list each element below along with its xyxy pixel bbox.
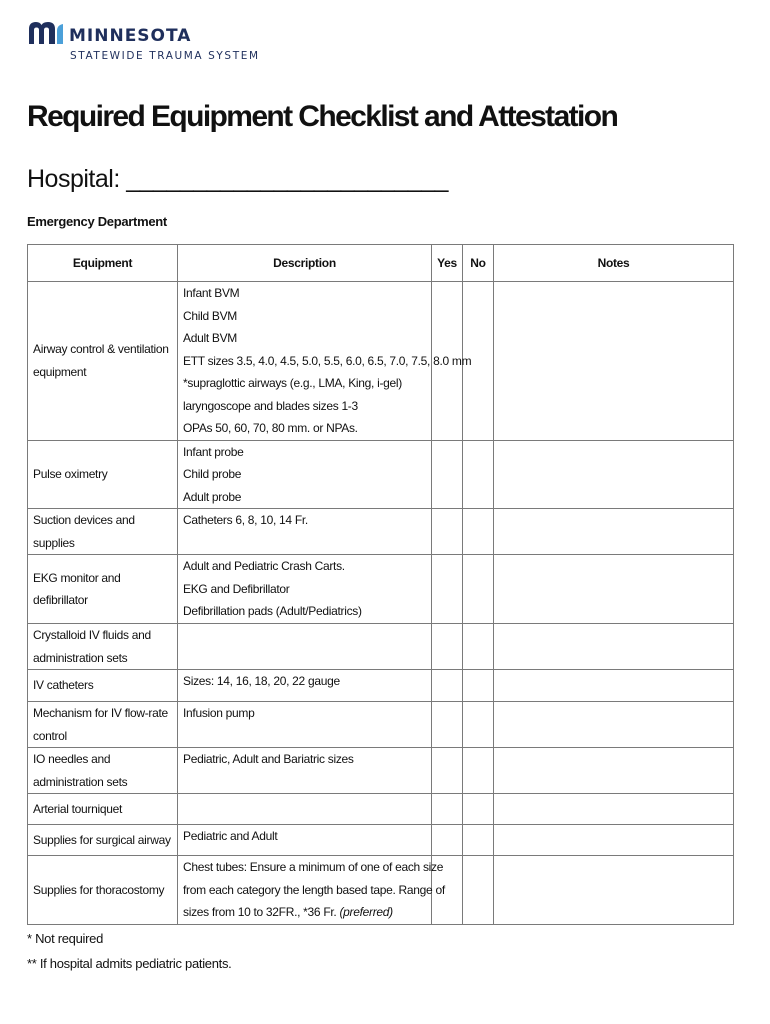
equipment-cell xyxy=(28,794,178,825)
yes-checkbox-cell[interactable] xyxy=(432,702,463,748)
description-cell xyxy=(178,440,432,509)
footnote-not-required: * Not required xyxy=(27,931,104,946)
equipment-label: IO needles and administration sets xyxy=(33,752,128,789)
no-checkbox-cell[interactable] xyxy=(463,702,494,748)
equipment-checklist-table xyxy=(27,244,734,925)
no-checkbox-cell[interactable] xyxy=(463,555,494,624)
equipment-cell xyxy=(28,748,178,794)
notes-cell[interactable] xyxy=(494,794,734,825)
equipment-label: Supplies for surgical airway xyxy=(33,832,171,847)
footnote-pediatric: ** If hospital admits pediatric patients. xyxy=(27,956,232,971)
notes-cell[interactable] xyxy=(494,856,734,925)
yes-checkbox-cell[interactable] xyxy=(432,555,463,624)
header xyxy=(27,20,260,62)
description-cell xyxy=(178,794,432,825)
equipment-cell xyxy=(28,282,178,441)
description-cell xyxy=(178,702,432,748)
header-no: No xyxy=(463,245,494,282)
description-line: Adult and Pediatric Crash Carts. xyxy=(183,559,345,573)
table-row xyxy=(28,825,734,856)
table-row xyxy=(28,794,734,825)
logo xyxy=(27,20,260,46)
header-description: Description xyxy=(178,245,432,282)
department-heading: Emergency Department xyxy=(27,214,167,229)
equipment-label: EKG monitor and defibrillator xyxy=(33,570,121,607)
equipment-cell xyxy=(28,509,178,555)
equipment-label: Pulse oximetry xyxy=(33,467,108,481)
no-checkbox-cell[interactable] xyxy=(463,624,494,670)
description-line: EKG and Defibrillator xyxy=(183,581,290,596)
equipment-label: Mechanism for IV flow-rate control xyxy=(33,706,168,743)
yes-checkbox-cell[interactable] xyxy=(432,825,463,856)
preferred-note: (preferred) xyxy=(339,905,393,919)
equipment-label: IV catheters xyxy=(33,678,94,693)
yes-checkbox-cell[interactable] xyxy=(432,509,463,555)
yes-checkbox-cell[interactable] xyxy=(432,624,463,670)
no-checkbox-cell[interactable] xyxy=(463,440,494,509)
no-checkbox-cell[interactable] xyxy=(463,794,494,825)
description-line: Catheters 6, 8, 10, 14 Fr. xyxy=(183,513,308,527)
description-cell xyxy=(178,748,432,794)
description-line: *supraglottic airways (e.g., LMA, King, i-gel) xyxy=(183,376,402,390)
description-line: Child probe xyxy=(183,467,242,481)
notes-cell[interactable] xyxy=(494,702,734,748)
equipment-cell xyxy=(28,825,178,856)
no-checkbox-cell[interactable] xyxy=(463,748,494,794)
equipment-label: Supplies for thoracostomy xyxy=(33,882,165,897)
table-row xyxy=(28,555,734,624)
table-row xyxy=(28,624,734,670)
description-line: ETT sizes 3.5, 4.0, 4.5, 5.0, 5.5, 6.0, 6.5, 7.0, 7.5, 8.0 mm xyxy=(183,353,472,368)
notes-cell[interactable] xyxy=(494,509,734,555)
description-line: Infant BVM xyxy=(183,286,240,300)
description-cell xyxy=(178,624,432,670)
yes-checkbox-cell[interactable] xyxy=(432,748,463,794)
page-title: Required Equipment Checklist and Attestation xyxy=(27,100,618,133)
description-line: Infant probe xyxy=(183,444,244,459)
yes-checkbox-cell[interactable] xyxy=(432,794,463,825)
description-line: Defibrillation pads (Adult/Pediatrics) xyxy=(183,604,362,618)
no-checkbox-cell[interactable] xyxy=(463,856,494,925)
notes-cell[interactable] xyxy=(494,825,734,856)
equipment-cell xyxy=(28,555,178,624)
table-row xyxy=(28,440,734,509)
equipment-cell xyxy=(28,440,178,509)
hospital-field[interactable]: Hospital: ________________________ xyxy=(27,165,448,193)
yes-checkbox-cell[interactable] xyxy=(432,440,463,509)
description-cell xyxy=(178,555,432,624)
notes-cell[interactable] xyxy=(494,624,734,670)
notes-cell[interactable] xyxy=(494,555,734,624)
notes-cell[interactable] xyxy=(494,670,734,702)
table-row xyxy=(28,509,734,555)
description-text: sizes from 10 to 32FR., *36 Fr. xyxy=(183,905,340,919)
description-line: OPAs 50, 60, 70, 80 mm. or NPAs. xyxy=(183,421,358,435)
footnotes xyxy=(27,926,231,976)
no-checkbox-cell[interactable] xyxy=(463,509,494,555)
equipment-cell xyxy=(28,670,178,702)
equipment-label: Suction devices and supplies xyxy=(33,513,135,550)
table-row xyxy=(28,282,734,441)
description-line: laryngoscope and blades sizes 1-3 xyxy=(183,398,358,413)
equipment-cell xyxy=(28,624,178,670)
equipment-cell xyxy=(28,702,178,748)
equipment-label: Arterial tourniquet xyxy=(33,801,123,816)
logo-name: MINNESOTA xyxy=(69,26,192,46)
notes-cell[interactable] xyxy=(494,440,734,509)
description-line: Chest tubes: Ensure a minimum of one of each size xyxy=(183,860,444,874)
notes-cell[interactable] xyxy=(494,282,734,441)
minnesota-logo-icon xyxy=(27,20,65,46)
table-row xyxy=(28,670,734,702)
description-cell xyxy=(178,509,432,555)
description-line: Child BVM xyxy=(183,308,237,323)
header-equipment: Equipment xyxy=(28,245,178,282)
notes-cell[interactable] xyxy=(494,748,734,794)
description-line xyxy=(183,901,426,924)
description-line: Infusion pump xyxy=(183,706,255,720)
description-cell xyxy=(178,670,432,702)
equipment-label: Airway control & ventilation equipment xyxy=(33,342,169,379)
table-row xyxy=(28,856,734,925)
header-notes: Notes xyxy=(494,245,734,282)
table-row xyxy=(28,702,734,748)
description-line: Adult BVM xyxy=(183,331,237,345)
no-checkbox-cell[interactable] xyxy=(463,825,494,856)
description-line: Pediatric, Adult and Bariatric sizes xyxy=(183,752,354,766)
yes-checkbox-cell[interactable] xyxy=(432,670,463,702)
no-checkbox-cell[interactable] xyxy=(463,670,494,702)
description-line: from each category the length based tape. Range of xyxy=(183,882,445,897)
equipment-cell xyxy=(28,856,178,925)
header-yes: Yes xyxy=(432,245,463,282)
description-line: Adult probe xyxy=(183,489,242,504)
table-row xyxy=(28,748,734,794)
description-cell xyxy=(178,282,472,441)
logo-subtitle: STATEWIDE TRAUMA SYSTEM xyxy=(70,50,260,62)
equipment-label: Crystalloid IV fluids and administration sets xyxy=(33,628,151,665)
description-line: Pediatric and Adult xyxy=(183,829,278,843)
description-cell xyxy=(178,825,432,856)
table-header-row xyxy=(28,245,734,282)
description-cell xyxy=(178,856,445,925)
description-line: Sizes: 14, 16, 18, 20, 22 gauge xyxy=(183,674,340,688)
